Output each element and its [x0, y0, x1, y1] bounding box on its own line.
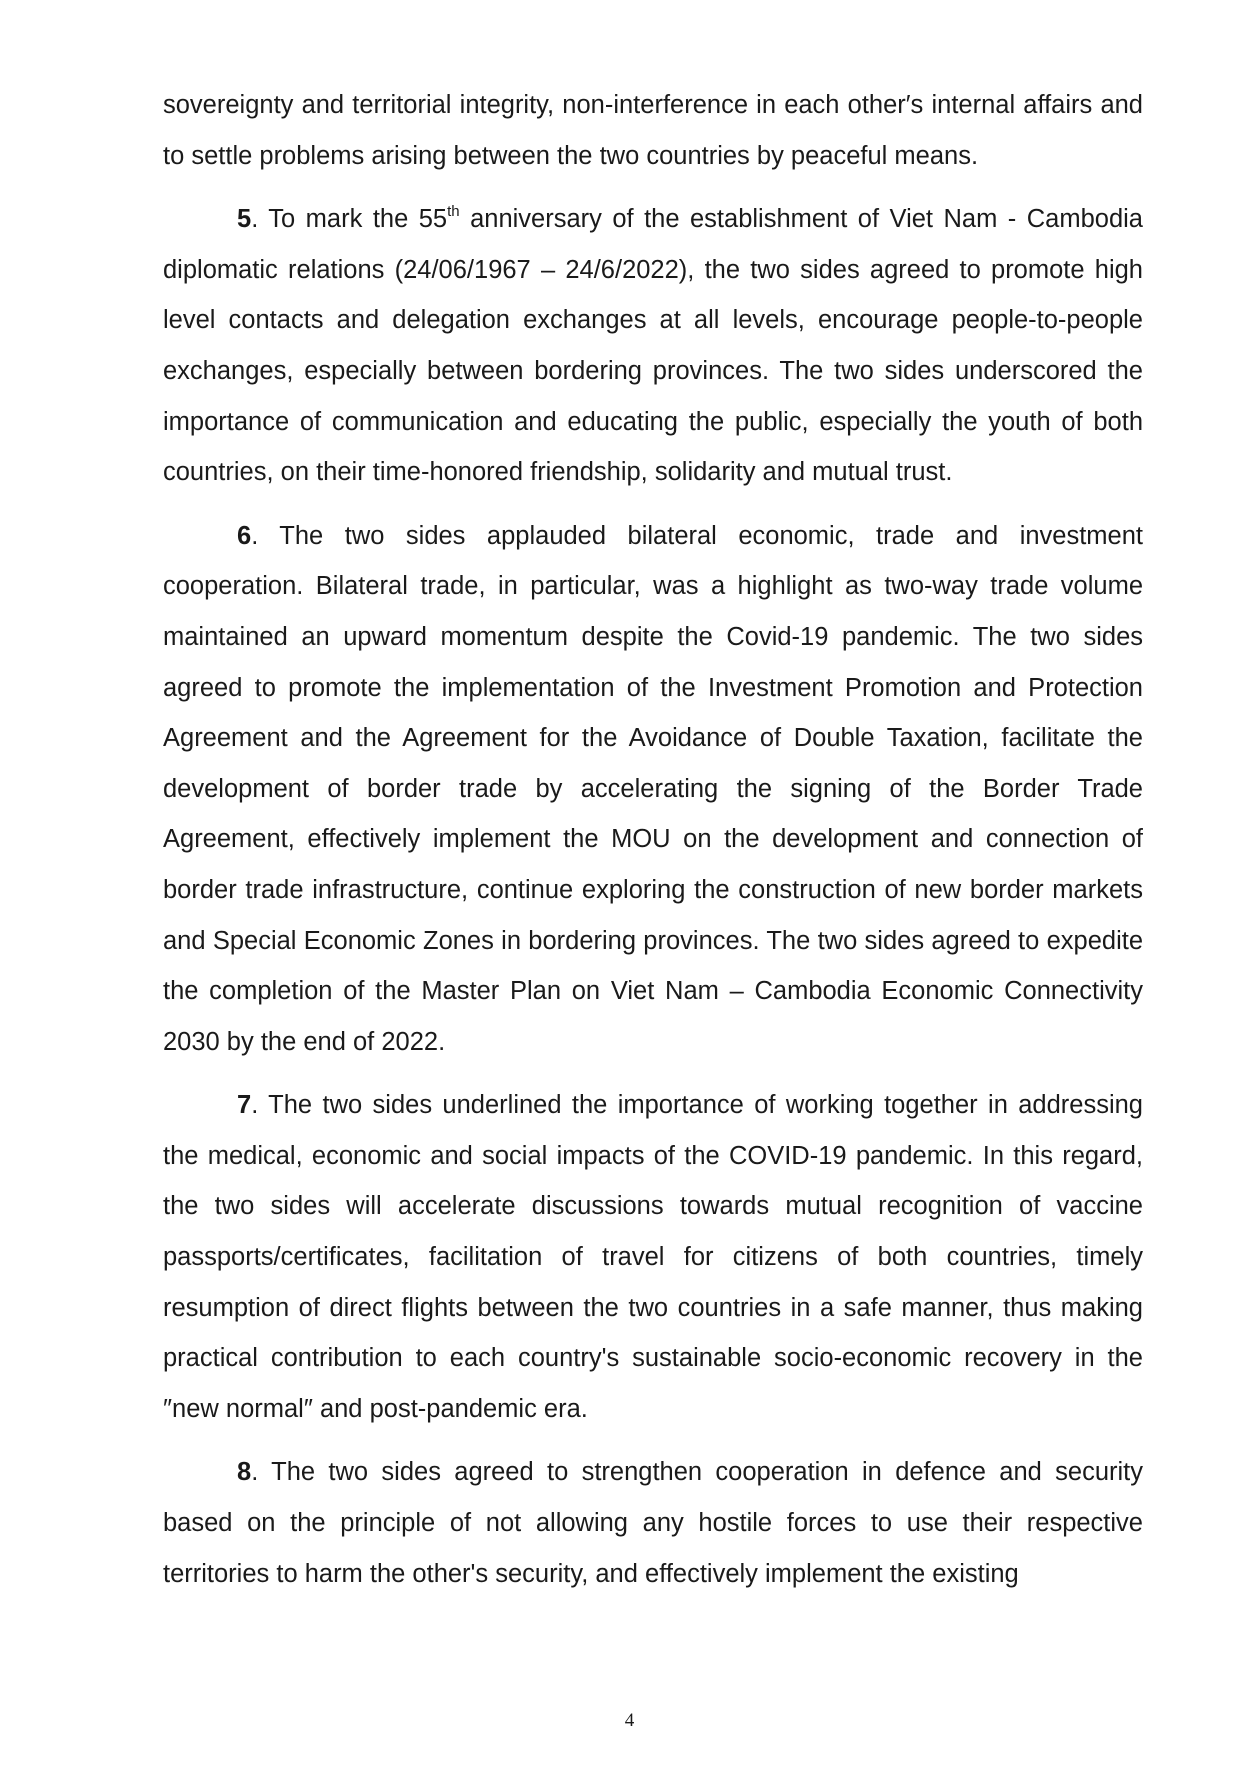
paragraph-text: anniversary of the establishment of Viet Nam - Cambodia diplomatic relations (24/06/1967 – 24/6/2022), the two sides agreed to promote high level contacts and delegation exchanges at all levels, encourage people-to-people exchanges, especially between bordering provinces. The two sides underscored the importance of communication and educating the public, especially the youth of both countries, on their time-honored friendship, solidarity and mutual trust.: [163, 205, 1143, 487]
paragraph-text: . To mark the 55: [251, 205, 448, 234]
paragraph-number: 6: [237, 521, 252, 550]
paragraph-number: 5: [237, 205, 252, 234]
paragraph-number: 7: [237, 1091, 252, 1120]
paragraph-number: 8: [237, 1458, 252, 1487]
ordinal-superscript: th: [447, 203, 460, 221]
paragraph-8: [163, 1447, 1143, 1599]
document-body: [163, 80, 1143, 1599]
paragraph-6: [163, 511, 1143, 1068]
paragraph-5: [163, 194, 1143, 498]
paragraph-7: [163, 1080, 1143, 1434]
paragraph-continued: sovereignty and territorial integrity, non-interference in each other′s internal affairs and to settle problems arising between the two countries by peaceful means.: [163, 91, 1143, 170]
page-number: 4: [624, 1710, 635, 1731]
paragraph-text: . The two sides agreed to strengthen cooperation in defence and security based on the principle of not allowing any hostile forces to use their respective territories to harm the other's security, and effectively implement the existing: [163, 1458, 1143, 1588]
paragraph-text: . The two sides applauded bilateral economic, trade and investment cooperation. Bilateral trade, in particular, was a highlight as two-way trade volume maintained an upward momentum despite the Covid-19 pandemic. The two sides agreed to promote the implementation of the Investment Promotion and Protection Agreement and the Agreement for the Avoidance of Double Taxation, facilitate the development of border trade by accelerating the signing of the Border Trade Agreement, effectively implement the MOU on the development and connection of border trade infrastructure, continue exploring the construction of new border markets and Special Economic Zones in bordering provinces. The two sides agreed to expedite the completion of the Master Plan on Viet Nam – Cambodia Economic Connectivity 2030 by the end of 2022.: [163, 521, 1143, 1056]
paragraph-text: . The two sides underlined the importance of working together in addressing the medical, economic and social impacts of the COVID-19 pandemic. In this regard, the two sides will accelerate discussions towards mutual recognition of vaccine passports/certificates, facilitation of travel for citizens of both countries, timely resumption of direct flights between the two countries in a safe manner, thus making practical contribution to each country's sustainable socio-economic recovery in the ″new normal″ and post-pandemic era.: [163, 1091, 1143, 1423]
